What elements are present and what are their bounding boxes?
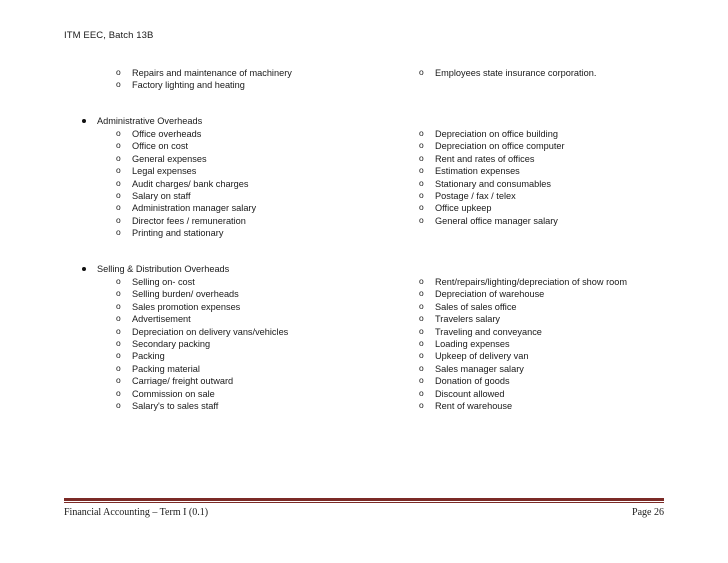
list-item: o Depreciation on office building (419, 128, 565, 140)
list-item: o Administration manager salary (116, 202, 256, 214)
selling-section-title: Selling & Distribution Overheads (97, 264, 230, 274)
list-item: o Office upkeep (419, 202, 565, 214)
selling-left-list (116, 276, 288, 412)
list-item: o Sales of sales office (419, 301, 627, 313)
list-item: o Audit charges/ bank charges (116, 178, 256, 190)
list-item: o Loading expenses (419, 338, 627, 350)
selling-section-heading (82, 264, 229, 274)
list-item: o Traveling and conveyance (419, 326, 627, 338)
list-item: o Sales manager salary (419, 363, 627, 375)
list-item: o Advertisement (116, 313, 288, 325)
footer-rule (64, 498, 664, 501)
list-item: o Salary's to sales staff (116, 400, 288, 412)
list-item: o Legal expenses (116, 165, 256, 177)
list-item: o Rent of warehouse (419, 400, 627, 412)
list-item: o Depreciation on delivery vans/vehicles (116, 326, 288, 338)
list-item: o Stationary and consumables (419, 178, 565, 190)
list-item: o Employees state insurance corporation. (419, 67, 596, 79)
block0-left-list (116, 67, 292, 92)
footer-title: Financial Accounting – Term I (0.1) (64, 507, 209, 518)
list-item: o Director fees / remuneration (116, 215, 256, 227)
list-item: o Salary on staff (116, 190, 256, 202)
list-item: o Discount allowed (419, 388, 627, 400)
list-item: o Commission on sale (116, 388, 288, 400)
list-item: o Packing material (116, 363, 288, 375)
list-item: o Rent/repairs/lighting/depreciation of show room (419, 276, 627, 288)
list-item: o Upkeep of delivery van (419, 350, 627, 362)
admin-section-title: Administrative Overheads (97, 116, 203, 126)
page-header: ITM EEC, Batch 13B (64, 30, 154, 41)
bullet-icon (82, 119, 86, 123)
list-item: o Packing (116, 350, 288, 362)
admin-right-list (419, 128, 565, 227)
list-item: o General expenses (116, 153, 256, 165)
list-item: o Repairs and maintenance of machinery (116, 67, 292, 79)
list-item: o Office on cost (116, 140, 256, 152)
list-item: o Estimation expenses (419, 165, 565, 177)
list-item: o Selling burden/ overheads (116, 288, 288, 300)
list-item: o Sales promotion expenses (116, 301, 288, 313)
admin-left-list (116, 128, 256, 240)
list-item: o Depreciation on office computer (419, 140, 565, 152)
list-item: o Secondary packing (116, 338, 288, 350)
list-item: o Rent and rates of offices (419, 153, 565, 165)
bullet-icon (82, 267, 86, 271)
list-item: o Carriage/ freight outward (116, 375, 288, 387)
list-item: o Donation of goods (419, 375, 627, 387)
footer-rule-thin (64, 502, 664, 503)
list-item: o Office overheads (116, 128, 256, 140)
selling-right-list (419, 276, 627, 412)
list-item: o General office manager salary (419, 215, 565, 227)
admin-section-heading (82, 116, 202, 126)
block0-right-list (419, 67, 596, 79)
list-item: o Printing and stationary (116, 227, 256, 239)
list-item: o Depreciation of warehouse (419, 288, 627, 300)
list-item: o Travelers salary (419, 313, 627, 325)
list-item: o Postage / fax / telex (419, 190, 565, 202)
list-item: o Selling on- cost (116, 276, 288, 288)
list-item: o Factory lighting and heating (116, 79, 292, 91)
page-number: Page 26 (632, 507, 664, 518)
